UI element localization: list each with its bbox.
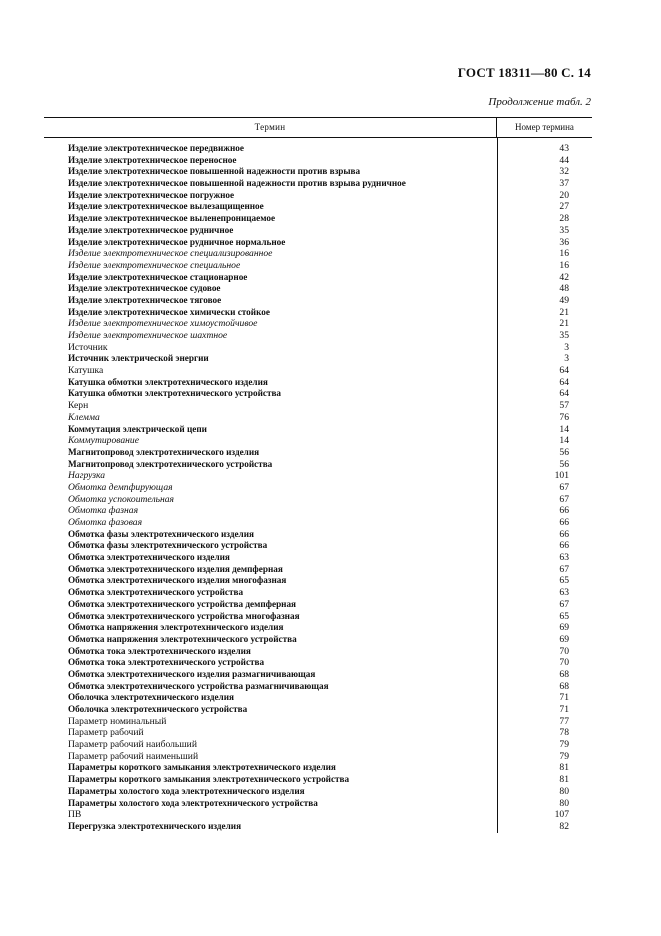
table-row [44,751,592,763]
term-number-cell: 35 [559,330,569,341]
term-number-cell: 3 [564,353,569,365]
terms-table [44,117,592,833]
term-cell: Обмотка тока электротехнического изделия [68,645,251,656]
table-row [44,669,592,681]
table-row [44,762,592,774]
term-number-cell: 76 [559,411,569,423]
table-row [44,657,592,669]
table-row [44,201,592,213]
term-cell: Изделие электротехническое повышенной надежности против взрыва рудничное [68,178,406,189]
table-row [44,634,592,646]
table-row [44,342,592,354]
term-cell: Источник [68,341,108,353]
term-cell: Керн [68,400,89,412]
term-cell: Обмотка электротехнического изделия многофазная [68,575,287,586]
term-cell: Коммутация электрической цепи [68,423,207,434]
term-number-cell: 3 [564,341,569,353]
term-number-cell: 67 [559,563,569,575]
table-row [44,190,592,202]
term-cell: Обмотка напряжения электротехнического изделия [68,622,284,633]
term-number-cell: 78 [559,727,569,739]
table-row [44,400,592,412]
term-cell: Обмотка напряжения электротехнического устройства [68,633,297,644]
term-number-cell: 81 [559,762,569,774]
table-row [44,143,592,155]
table-row [44,564,592,576]
term-cell: Изделие электротехническое химически стойкое [68,306,270,317]
term-cell: Катушка обмотки электротехнического изделия [68,376,268,387]
term-cell: Параметры короткого замыкания электротехнического изделия [68,762,336,773]
table-row [44,237,592,249]
term-number-cell: 70 [559,645,569,657]
table-row [44,272,592,284]
term-number-cell: 70 [559,657,569,669]
term-number-cell: 32 [559,166,569,178]
term-cell: Обмотка электротехнического изделия демпферная [68,563,283,574]
term-number-cell: 71 [559,692,569,704]
table-row [44,377,592,389]
term-cell: Обмотка успокоительная [68,493,175,505]
term-number-cell: 69 [559,622,569,634]
term-cell: Изделие электротехническое вылезащищенное [68,201,264,212]
table-row [44,646,592,658]
table-row [44,529,592,541]
term-number-cell: 14 [559,435,569,447]
term-number-cell: 71 [559,704,569,715]
term-number-cell: 64 [559,388,569,400]
term-cell: Обмотка фазная [68,505,139,517]
table-row [44,283,592,295]
term-number-cell: 63 [559,587,569,599]
table-row [44,494,592,506]
table-row [44,704,592,716]
term-cell: Изделие электротехническое погружное [68,189,235,200]
term-cell: Изделие электротехническое рудничное [68,224,234,235]
term-number-cell: 49 [559,294,569,306]
term-cell: Обмотка фазы электротехнического изделия [68,528,254,539]
term-cell: Изделие электротехническое судовое [68,283,221,294]
table-row [44,611,592,623]
term-cell: Источник электрической энергии [68,353,209,364]
term-number-cell: 67 [559,481,569,493]
term-number-cell: 66 [559,540,569,552]
table-body [44,138,592,833]
term-number-cell: 44 [559,154,569,166]
table-row [44,716,592,728]
term-cell: Магнитопровод электротехнического устройства [68,458,273,469]
term-cell: Параметр рабочий наименьший [68,750,199,762]
term-number-cell: 80 [559,797,569,809]
term-cell: Катушка обмотки электротехнического устройства [68,388,282,399]
term-number-cell: 79 [559,739,569,751]
term-number-cell: 57 [559,400,569,412]
term-cell: Изделие электротехническое специальное [68,259,241,271]
term-cell: Нагрузка [68,470,106,482]
term-number-cell: 65 [559,575,569,587]
table-row [44,482,592,494]
table-row [44,178,592,190]
table-row [44,295,592,307]
term-cell: Клемма [68,411,100,423]
term-number-cell: 56 [559,446,569,458]
term-number-cell: 16 [559,259,569,271]
term-cell: Обмотка электротехнического изделия размагничивающая [68,668,316,679]
term-cell: Обмотка тока электротехнического устройства [68,657,265,668]
term-cell: Коммутирование [68,435,139,447]
term-number-cell: 68 [559,680,569,692]
table-row [44,821,592,833]
table-row [44,388,592,400]
term-number-cell: 56 [559,458,569,470]
term-number-cell: 20 [559,189,569,201]
term-number-cell: 48 [559,283,569,295]
term-number-cell: 67 [559,493,569,505]
table-row [44,470,592,482]
table-row [44,166,592,178]
term-number-cell: 66 [559,528,569,540]
table-row [44,622,592,634]
term-number-cell: 21 [559,318,569,330]
term-cell: Оболочка электротехнического изделия [68,692,234,703]
term-cell: Изделие электротехническое тяговое [68,294,222,305]
table-row [44,248,592,260]
term-cell: Обмотка электротехнического устройства многофазная [68,610,300,621]
term-cell: Параметры холостого хода электротехнического устройства [68,797,318,808]
table-row [44,599,592,611]
term-number-cell: 63 [559,552,569,564]
table-row [44,739,592,751]
term-number-cell: 64 [559,376,569,388]
table-row [44,774,592,786]
term-number-cell: 107 [554,809,569,821]
term-number-cell: 101 [554,470,569,482]
term-number-cell: 28 [559,213,569,225]
term-cell: Параметр рабочий [68,727,144,739]
term-cell: Обмотка фазы электротехнического устройства [68,540,268,551]
table-row [44,459,592,471]
term-cell: Параметр рабочий наибольший [68,739,197,751]
table-row [44,587,592,599]
table-row [44,330,592,342]
table-row [44,505,592,517]
table-row [44,307,592,319]
term-cell: ПВ [68,809,82,821]
term-number-cell: 21 [559,306,569,318]
term-cell: Обмотка демпфирующая [68,481,173,493]
table-row [44,260,592,272]
table-row [44,213,592,225]
term-number-cell: 69 [559,633,569,645]
table-row [44,727,592,739]
term-cell: Обмотка электротехнического изделия [68,552,230,563]
table-row [44,552,592,564]
column-header-term: Термин [44,118,497,137]
term-number-cell: 65 [559,610,569,622]
term-cell: Изделие электротехническое специализированное [68,248,273,260]
table-row [44,798,592,810]
term-cell: Параметр номинальный [68,715,167,727]
document-header: ГОСТ 18311—80 С. 14 [457,65,591,80]
table-row [44,540,592,552]
table-row [44,809,592,821]
term-cell: Параметры короткого замыкания электротехнического устройства [68,774,350,785]
term-number-cell: 27 [559,201,569,213]
term-cell: Обмотка электротехнического устройства [68,587,244,598]
table-row [44,575,592,587]
term-number-cell: 80 [559,785,569,797]
table-row [44,155,592,167]
term-number-cell: 36 [559,236,569,248]
column-header-number: Номер термина [515,122,574,132]
table-row [44,435,592,447]
table-row [44,412,592,424]
term-cell: Изделие электротехническое передвижное [68,143,244,153]
term-cell: Изделие электротехническое рудничное нормальное [68,236,286,247]
term-cell: Оболочка электротехнического устройства [68,704,248,714]
term-number-cell: 67 [559,598,569,610]
term-number-cell: 42 [559,271,569,283]
term-number-cell: 14 [559,423,569,435]
term-cell: Обмотка электротехнического устройства размагничивающая [68,680,329,691]
term-number-cell: 66 [559,505,569,517]
term-number-cell: 66 [559,517,569,528]
table-header [44,117,592,138]
term-number-cell: 79 [559,750,569,762]
term-cell: Обмотка фазовая [68,517,143,528]
table-row [44,424,592,436]
term-number-cell: 81 [559,774,569,786]
term-cell: Параметры холостого хода электротехнического изделия [68,785,305,796]
term-cell: Изделие электротехническое переносное [68,154,237,165]
term-number-cell: 64 [559,365,569,377]
term-number-cell: 43 [559,143,569,154]
term-cell: Обмотка электротехнического устройства демпферная [68,598,297,609]
term-number-cell: 77 [559,715,569,727]
term-cell: Изделие электротехническое стационарное [68,271,248,282]
term-number-cell: 82 [559,820,569,832]
term-cell: Катушка [68,365,104,377]
table-row [44,681,592,693]
table-row [44,692,592,704]
term-number-cell: 37 [559,178,569,190]
table-row [44,786,592,798]
table-row [44,517,592,529]
table-row [44,353,592,365]
table-row [44,365,592,377]
table-continuation-label: Продолжение табл. 2 [488,96,591,108]
term-cell: Перегрузка электротехнического изделия [68,820,242,831]
term-number-cell: 35 [559,224,569,236]
table-row [44,318,592,330]
term-cell: Изделие электротехническое шахтное [68,330,228,341]
term-cell: Изделие электротехническое химоустойчивое [68,318,258,330]
term-cell: Магнитопровод электротехнического изделия [68,446,260,457]
table-row [44,447,592,459]
term-cell: Изделие электротехническое выленепроницаемое [68,213,276,224]
term-number-cell: 68 [559,668,569,680]
table-row [44,225,592,237]
term-cell: Изделие электротехническое повышенной надежности против взрыва [68,166,361,177]
term-number-cell: 16 [559,248,569,260]
